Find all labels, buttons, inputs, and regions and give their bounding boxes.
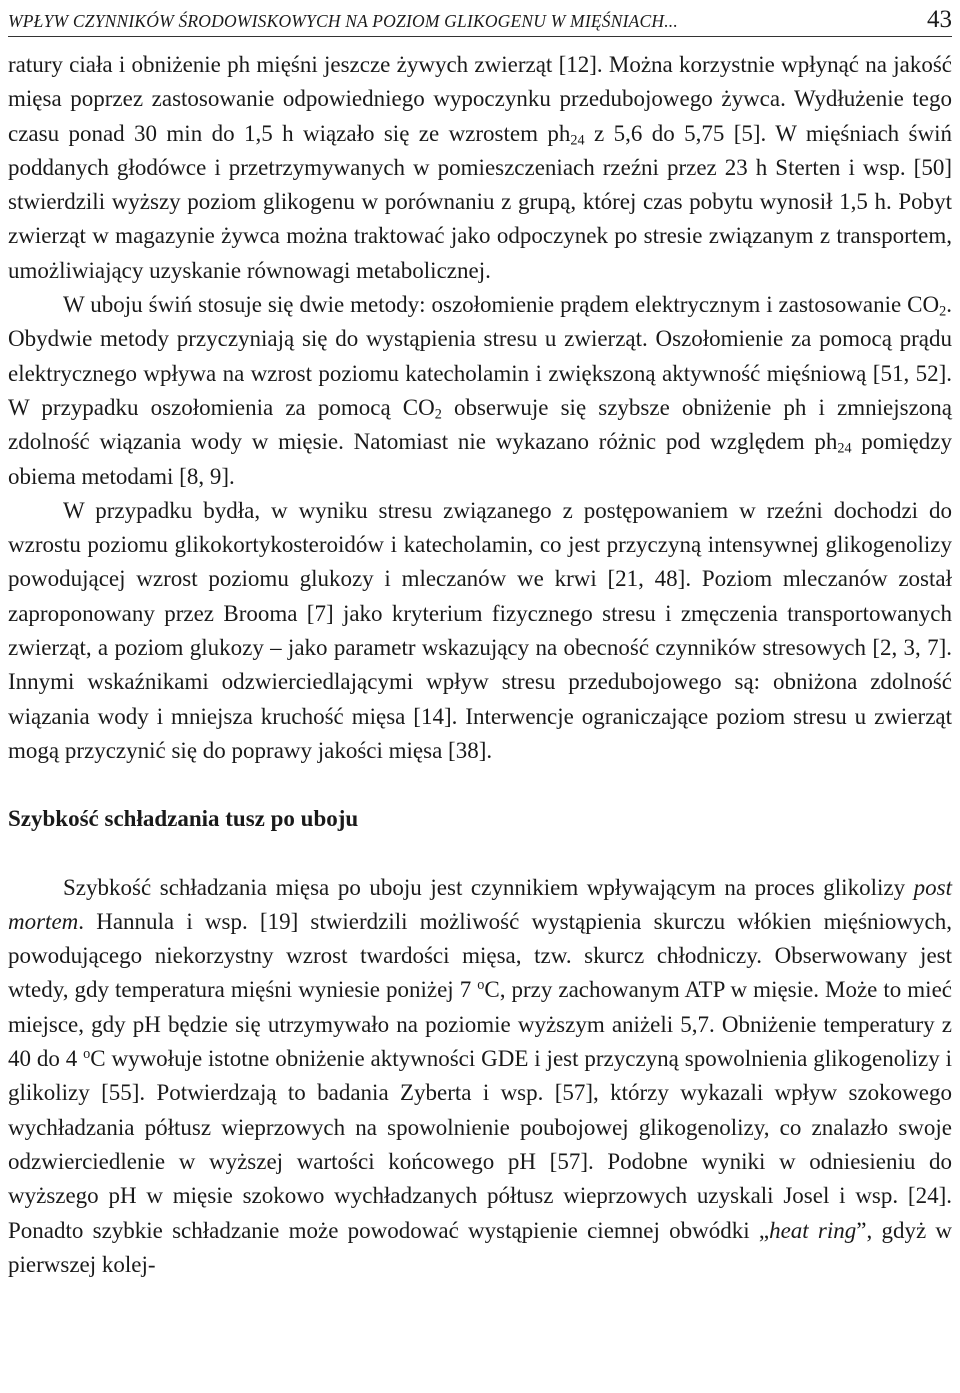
paragraph-3: W przypadku bydła, w wyniku stresu związanego z postępowaniem w rzeźni dochodzi do wzrostu poziomu glikokortykosteroidów i katecholamin, co jest przyczyną intensywnej glikogenolizy powodującej wzrost poziomu glukozy i mleczanów we krwi [21, 48]. Poziom mleczanów został zaproponowany przez Brooma [7] jako kryterium fizycznego stresu i zmęczenia transportowanych zwierząt, a poziom glukozy – jako parametr wskazujący na obecność czynników stresowych [2, 3, 7]. Innymi wskaźnikami odzwierciedlającymi wpływ stresu przedubojowego są: obniżona zdolność wiązania wody i mniejsza kruchość mięsa [14]. Interwencje ograniczające poziom stresu u zwierząt mogą przyczynić się do poprawy jakości mięsa [38]. [8,497,952,763]
p2-text-a: W uboju świń stosuje się dwie metody: oszołomienie prądem elektrycznym i zastosowanie CO [63,292,940,318]
running-title: WPŁYW CZYNNIKÓW ŚRODOWISKOWYCH NA POZIOM GLIKOGENU W MIĘŚNIACH... [8,11,678,31]
p2-subscript-2: 2 [434,406,442,423]
paragraph-4 [8,871,952,1283]
paragraph-1 [8,48,952,288]
paragraph-2 [8,288,952,494]
p1-text-a: ratury ciała i obniżenie ph mięśni jeszcze żywych zwierząt [12]. Można korzystnie wpłynąć na jakość mięsa poprzez zastosowanie odpowiedniego wypoczynku przedubojowego żywca. Wydłużenie tego czasu ponad 30 min do 1,5 h wiązało się ze wzrostem ph [8,52,952,146]
p2-subscript-3: 24 [837,440,852,457]
p2-text-c: obserwuje się szybsze obniżenie ph i zmniejszoną zdolność wiązania wody w mięsie. Natomiast nie wykazano różnic pod względem ph [8,394,952,455]
page-number: 43 [927,6,952,33]
section-heading: Szybkość schładzania tusz po uboju [8,806,359,832]
p4-text-c: C, przy zachowanym ATP w mięsie. Może to mieć miejsce, gdy pH będzie się utrzymywało na poziomie wyższym aniżeli 5,7. Obniżenie temperatury z 40 do 4 [8,977,952,1072]
p4-degree-2: o [83,1046,91,1063]
article-body [8,48,952,1282]
p4-degree-1: o [477,977,485,994]
p2-text-b: . Obydwie metody przyczyniają się do wystąpienia stresu u zwierząt. Oszołomienie za pomocą prądu elektrycznego wpływa na wzrost poziomu katecholamin i zwiększoną aktywność mięśniową [51, 52]. W przypadku oszołomienia za pomocą CO [8,292,952,420]
p4-text-b: . Hannula i wsp. [19] stwierdzili możliwość wystąpienia skurczu włókien mięśniowych, powodującego niekorzystny wzrost twardości mięsa, tzw. skurcz chłodniczy. Obserwowany jest wtedy, gdy temperatura mięśni wyniesie poniżej 7 [8,908,952,1003]
p1-text-b: z 5,6 do 5,75 [5]. W mięśniach świń poddanych głodówce i przetrzymywanych w pomieszczeniach rzeźni przez 23 h Sterten i wsp. [50] stwierdzili wyższy poziom glikogenu w porównaniu z grupą, której czas pobytu wynosił 1,5 h. Pobyt zwierząt w magazynie żywca można traktować jako odpoczynek po stresie związanym z transportem, umożliwiający uzyskanie równowagi metabolicznej. [8,120,952,283]
p2-text-d: pomiędzy obiema metodami [8, 9]. [8,429,953,489]
p1-subscript: 24 [570,132,585,149]
p4-italic-term-1: post mortem [8,874,952,934]
p4-text-e: ”, gdyż w pierwszej kolej- [8,1217,952,1277]
p4-italic-term-2: heat ring [769,1217,857,1243]
p2-subscript-1: 2 [939,303,947,320]
p4-text-a: Szybkość schładzania mięsa po uboju jest czynnikiem wpływającym na proces glikolizy [63,874,914,900]
p4-text-d: C wywołuje istotne obniżenie aktywności GDE i jest przyczyną spowolnienia glikogenolizy i glikolizy [55]. Potwierdzają to badania Zyberta i wsp. [57], którzy wykazali wpływ szokowego wychładzania półtusz wieprzowych na spowolnienie poubojowej glikogenolizy, co znalazło swoje odzwierciedlenie w wyższej wartości końcowego pH [57]. Podobne wyniki w odniesieniu do wyższego pH w mięsie szokowo wychładzanych półtusz wieprzowych uzyskali Josel i wsp. [24]. Ponadto szybkie schładzanie może powodować wystąpienie ciemnej obwódki „ [8,1046,953,1243]
running-header [8,6,952,37]
